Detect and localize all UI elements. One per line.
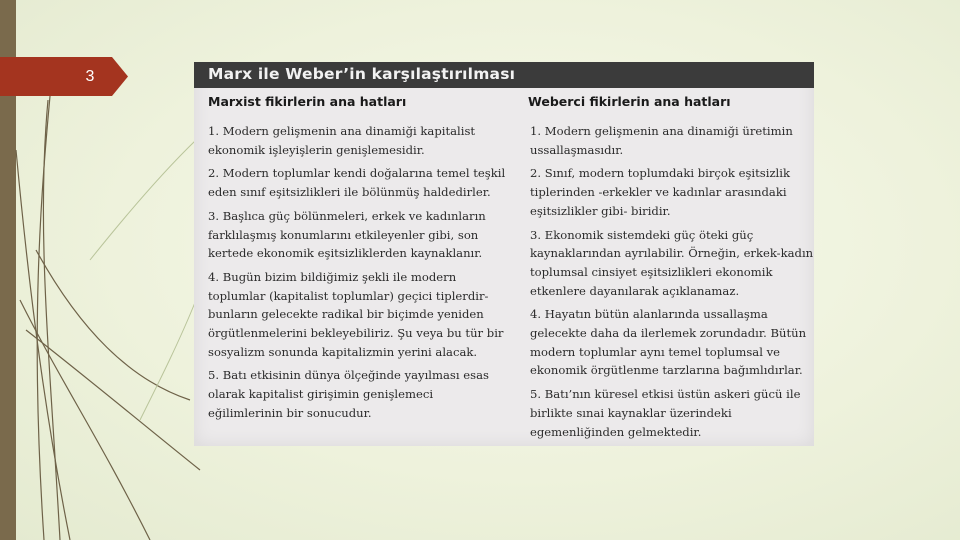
- item-line: 1. Modern gelişmenin ana dinamiği üretimin: [530, 124, 793, 138]
- item-line: 3. Ekonomik sistemdeki güç öteki güç: [530, 227, 754, 242]
- item-line: eden sınıf eşitsizlikleri ile bölünmüş haldedirler.: [208, 185, 491, 200]
- item-line: 4. Hayatın bütün alanlarında ussallaşma: [530, 307, 768, 322]
- right-column: [530, 122, 813, 441]
- item-line: kaynaklarından ayrılabilir. Örneğin, erkek-kadın: [530, 246, 814, 261]
- item-line: birlikte sınai kaynaklar üzerindeki: [530, 405, 732, 420]
- left-item-2: [208, 164, 505, 201]
- right-column-heading: Weberci fikirlerin ana hatları: [528, 94, 731, 109]
- item-line: kertede ekonomik eşitsizliklerden kaynaklanır.: [208, 246, 483, 261]
- item-line: ekonomik işleyişlerin genişlemesidir.: [208, 142, 425, 157]
- item-line: olarak kapitalist girişimin genişlemeci: [208, 387, 434, 402]
- right-item-4: [530, 305, 813, 380]
- item-line: tiplerinden -erkekler ve kadınlar arasındaki: [530, 185, 787, 200]
- right-item-1: [530, 122, 813, 159]
- item-line: egemenliğinden gelmektedir.: [530, 424, 702, 439]
- item-line: toplumlar (kapitalist toplumlar) geçici tiplerdir-: [208, 288, 489, 303]
- left-item-1: [208, 122, 505, 159]
- table-title: Marx ile Weber’in karşılaştırılması: [208, 65, 516, 83]
- left-item-5: [208, 366, 505, 422]
- item-line: etkenlere dayanılarak açıklanamaz.: [530, 283, 740, 298]
- right-item-3: [530, 226, 813, 301]
- item-line: ekonomik örgütlenme tarzlarına bağımlıdırlar.: [530, 363, 803, 378]
- item-line: 1. Modern gelişmenin ana dinamiği kapitalist: [208, 124, 476, 138]
- left-item-3: [208, 207, 505, 263]
- item-line: 5. Batı etkisinin dünya ölçeğinde yayılması esas: [208, 368, 489, 383]
- right-item-5: [530, 385, 813, 441]
- item-line: 4. Bugün bizim bildiğimiz şekli ile modern: [208, 269, 457, 284]
- item-line: 3. Başlıca güç bölünmeleri, erkek ve kadınların: [208, 208, 486, 223]
- item-line: 5. Batı’nın küresel etkisi üstün askeri gücü ile: [530, 387, 801, 402]
- table-title-bar: [194, 62, 814, 88]
- left-column: [208, 122, 505, 423]
- item-line: eşitsizlikler gibi- biridir.: [530, 203, 671, 218]
- item-line: sosyalizm sonunda kapitalizmin yerini alacak.: [208, 344, 478, 359]
- item-line: modern toplumlar aynı temel toplumsal ve: [530, 344, 781, 359]
- item-line: 2. Sınıf, modern toplumdaki birçok eşitsizlik: [530, 166, 790, 181]
- page-number: 3: [85, 68, 95, 85]
- item-line: örgütlenmelerini bekleyebiliriz. Şu veya bu tür bir: [208, 326, 504, 341]
- item-line: ussallaşmasıdır.: [530, 142, 624, 157]
- right-item-2: [530, 164, 813, 220]
- scanned-table-image: [194, 62, 814, 446]
- item-line: eğilimlerinin bir sonucudur.: [208, 405, 372, 420]
- item-line: farklılaşmış konumlarını etkileyenler gibi, son: [208, 227, 479, 242]
- item-line: bunların gelecekte radikal bir biçimde yeniden: [208, 307, 484, 322]
- item-line: toplumsal cinsiyet eşitsizlikleri ekonomik: [530, 264, 773, 279]
- left-item-4: [208, 268, 505, 362]
- left-column-heading: Marxist fikirlerin ana hatları: [208, 94, 407, 109]
- item-line: 2. Modern toplumlar kendi doğalarına temel teşkil: [208, 166, 506, 181]
- item-line: gelecekte daha da ilerlemek zorundadır. Bütün: [530, 326, 807, 341]
